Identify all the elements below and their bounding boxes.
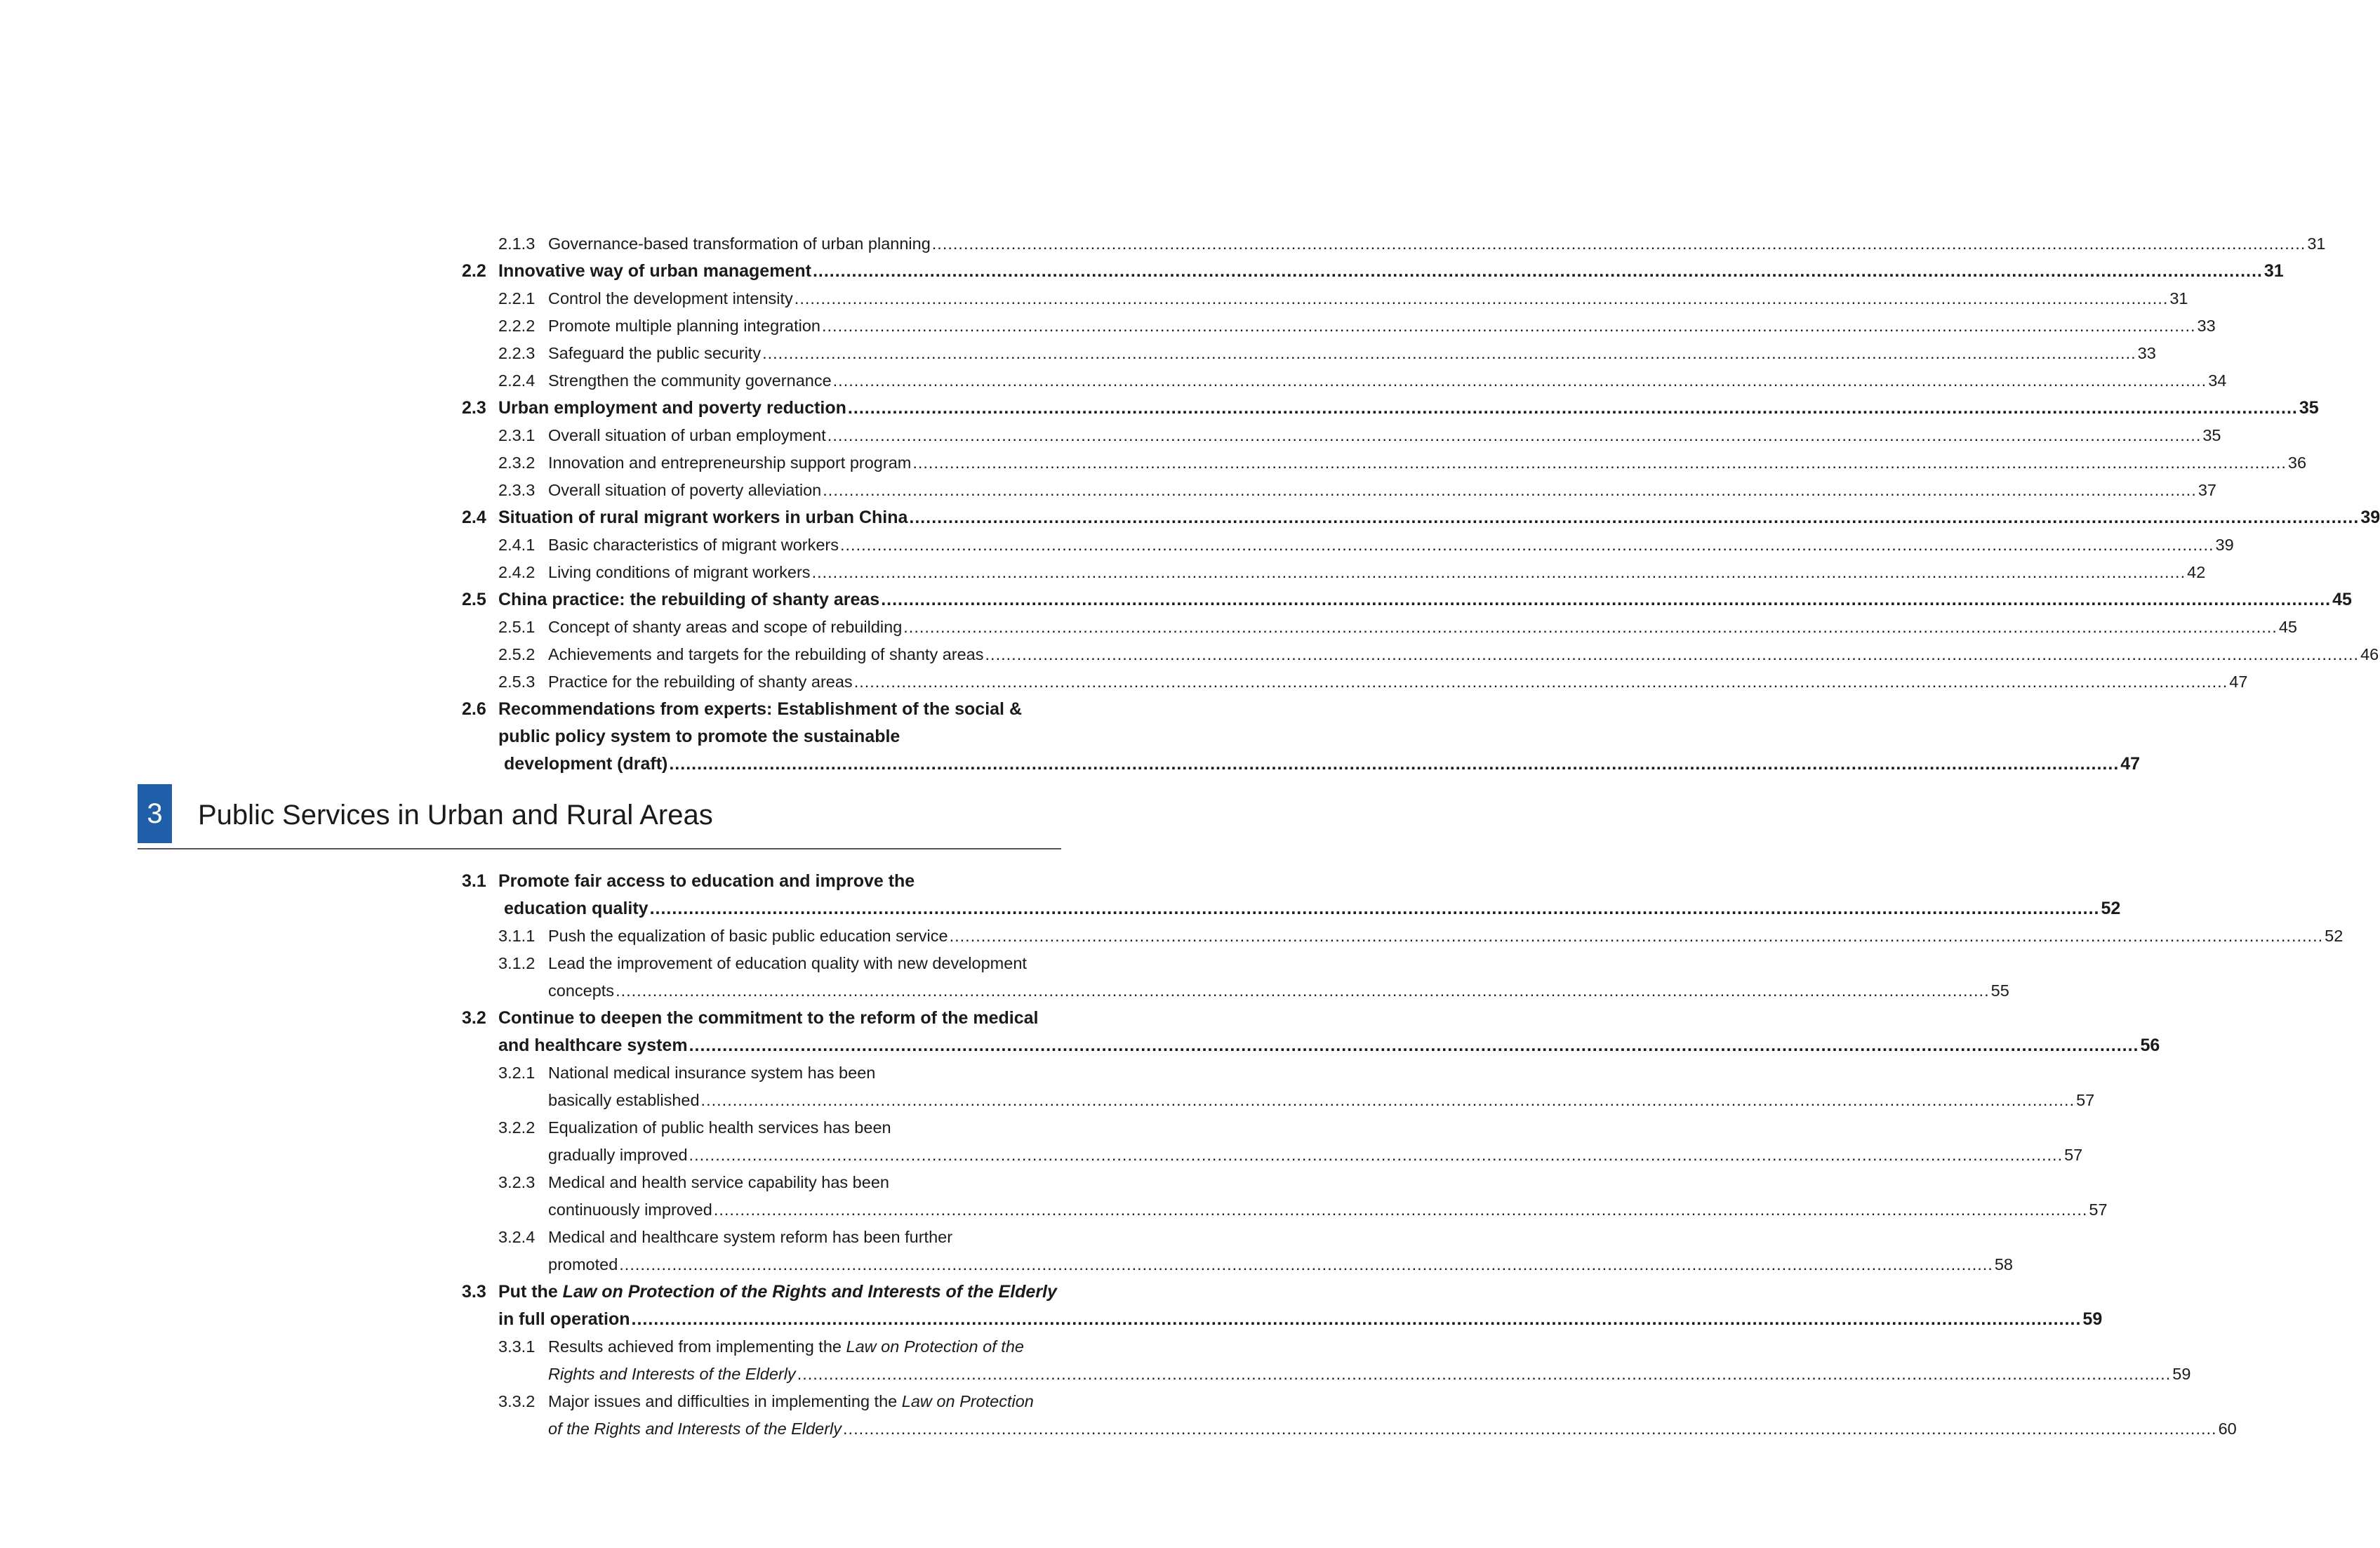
toc-entry-title-line2: and healthcare system (498, 1036, 688, 1055)
toc-entry-number: 2.5 (462, 590, 486, 609)
toc-entry-3-3[interactable] (462, 1278, 2103, 1333)
toc-entry-2-3-1[interactable] (462, 422, 2221, 449)
toc-entry-title-line2: in full operation (498, 1309, 630, 1329)
toc-entry-number: 2.5.2 (498, 645, 536, 663)
toc-entry-number: 3.2.1 (498, 1064, 536, 1082)
toc-dot-leader (616, 977, 1990, 1005)
toc-entry-2-6[interactable] (462, 696, 2141, 778)
toc-dot-leader (812, 559, 2186, 586)
toc-page-number: 39 (2360, 508, 2380, 527)
toc-page-number: 39 (2215, 536, 2234, 554)
toc-dot-leader (932, 230, 2306, 258)
toc-entry-3-2[interactable] (462, 1005, 2160, 1059)
toc-entry-title-line1: Continue to deepen the commitment to the reform of the medical (498, 1008, 1039, 1028)
toc-entry-3-3-2[interactable] (462, 1388, 2237, 1443)
toc-entry-title-line1: Medical and healthcare system reform has been further (548, 1228, 953, 1246)
toc-entry-title-line1: Put the Law on Protection of the Rights and Interests of the Elderly (498, 1282, 1057, 1302)
toc-entry-2-5-1[interactable] (462, 614, 2297, 641)
toc-dot-leader (619, 1251, 1993, 1278)
toc-entry-2-2-3[interactable] (462, 340, 2156, 367)
toc-entry-title: Basic characteristics of migrant workers (548, 536, 839, 554)
toc-page-number: 35 (2202, 426, 2221, 444)
toc-page-number: 57 (2076, 1091, 2095, 1109)
toc-dot-leader (650, 895, 2100, 922)
toc-entry-3-1[interactable] (462, 868, 2121, 922)
toc-entry-title-line2: gradually improved (548, 1146, 688, 1164)
toc-entry-2-4[interactable] (462, 504, 2380, 531)
toc-entry-number: 3.2.3 (498, 1173, 536, 1191)
toc-page-number: 35 (2299, 398, 2319, 418)
toc-entry-3-1-2[interactable] (462, 950, 2009, 1005)
toc-entry-title: Urban employment and poverty reduction (498, 398, 846, 418)
toc-entry-title-line1: Promote fair access to education and improve the (498, 871, 915, 891)
toc-entry-title-line1: Major issues and difficulties in implementing the Law on Protection (548, 1392, 1034, 1410)
toc-entry-2-1-3[interactable] (462, 230, 2326, 258)
toc-page-number: 47 (2120, 754, 2141, 774)
toc-dot-leader (669, 750, 2119, 778)
toc-page-number: 36 (2287, 454, 2307, 472)
toc-entry-title: Push the equalization of basic public education service (548, 927, 948, 945)
toc-dot-leader (903, 614, 2278, 641)
toc-entry-3-2-4[interactable] (462, 1224, 2013, 1278)
toc-entry-2-4-2[interactable] (462, 559, 2206, 586)
toc-page-number: 52 (2325, 927, 2344, 945)
chapter-number-box: 3 (138, 784, 172, 843)
toc-entry-number: 3.2.4 (498, 1228, 536, 1246)
toc-dot-leader (950, 922, 2324, 950)
toc-entry-number: 3.3.1 (498, 1337, 536, 1356)
toc-dot-leader (797, 1361, 2172, 1388)
toc-page-number: 33 (2197, 317, 2216, 335)
toc-dot-leader (843, 1415, 2217, 1443)
toc-entry-2-2-2[interactable] (462, 312, 2216, 340)
toc-dot-leader (701, 1087, 2075, 1114)
toc-entry-title-line2: basically established (548, 1091, 700, 1109)
toc-page-number: 31 (2169, 289, 2188, 307)
toc-entry-number: 3.3 (462, 1282, 486, 1302)
toc-entry-3-2-2[interactable] (462, 1114, 2083, 1169)
toc-entry-number: 2.2.1 (498, 289, 536, 307)
toc-page-number: 58 (1994, 1255, 2013, 1274)
toc-entry-title-line1: Equalization of public health services has been (548, 1118, 891, 1137)
toc-entry-title-line2: promoted (548, 1255, 618, 1274)
toc-entry-title-line1: Recommendations from experts: Establishment of the social & (498, 699, 1022, 719)
toc-entry-title: Achievements and targets for the rebuilding of shanty areas (548, 645, 984, 663)
toc-entry-2-4-1[interactable] (462, 531, 2234, 559)
toc-entry-number: 3.2 (462, 1008, 486, 1028)
toc-page-number: 31 (2263, 261, 2284, 281)
toc-entry-title-line2: education quality (504, 899, 649, 918)
toc-entry-3-2-3[interactable] (462, 1169, 2108, 1224)
toc-entry-2-5-3[interactable] (462, 668, 2248, 696)
toc-entry-number: 2.4.1 (498, 536, 536, 554)
toc-page-number: 34 (2208, 371, 2227, 390)
toc-entry-2-3-3[interactable] (462, 477, 2216, 504)
toc-entry-number: 3.1 (462, 871, 486, 891)
toc-entry-title: China practice: the rebuilding of shanty areas (498, 590, 880, 609)
toc-entry-number: 2.2 (462, 261, 486, 281)
toc-entry-number: 2.5.3 (498, 673, 536, 691)
toc-entry-3-3-1[interactable] (462, 1333, 2191, 1388)
toc-entry-2-5-2[interactable] (462, 641, 2379, 668)
toc-page-number: 45 (2332, 590, 2352, 609)
toc-entry-number: 2.3.1 (498, 426, 536, 444)
toc-dot-leader (813, 258, 2263, 285)
toc-entry-title: Situation of rural migrant workers in urban China (498, 508, 908, 527)
toc-entry-number: 2.3.2 (498, 454, 536, 472)
toc-page-number: 42 (2187, 563, 2206, 581)
toc-entry-title: Strengthen the community governance (548, 371, 832, 390)
toc-entry-title-line2: Rights and Interests of the Elderly (548, 1365, 796, 1383)
toc-entry-title-line1: Lead the improvement of education quality with new development (548, 954, 1027, 972)
toc-dot-leader (985, 641, 2360, 668)
toc-entry-title: Living conditions of migrant workers (548, 563, 811, 581)
toc-entry-title: Concept of shanty areas and scope of rebuilding (548, 618, 903, 636)
toc-entry-title-line2: continuously improved (548, 1200, 712, 1219)
toc-entry-number: 3.2.2 (498, 1118, 536, 1137)
toc-entry-title-line1: National medical insurance system has been (548, 1064, 876, 1082)
toc-page-number: 45 (2278, 618, 2297, 636)
toc-chapter-3-section (462, 868, 2344, 1443)
toc-entry-2-3[interactable] (462, 395, 2319, 422)
toc-entry-number: 3.1.2 (498, 954, 536, 972)
toc-entry-2-2-1[interactable] (462, 285, 2188, 312)
toc-entry-title-line1: Results achieved from implementing the Law on Protection of the (548, 1337, 1024, 1356)
toc-entry-title: Practice for the rebuilding of shanty areas (548, 673, 853, 691)
toc-entry-number: 2.1.3 (498, 234, 536, 253)
toc-entry-title: Promote multiple planning integration (548, 317, 820, 335)
chapter-title: Public Services in Urban and Rural Areas (198, 800, 713, 831)
toc-entry-number: 2.2.3 (498, 344, 536, 362)
toc-page-number: 46 (2360, 645, 2379, 663)
toc-dot-leader (912, 449, 2287, 477)
toc-entry-number: 3.1.1 (498, 927, 536, 945)
toc-entry-title: Innovative way of urban management (498, 261, 811, 281)
toc-entry-title-line3: development (draft) (504, 754, 668, 774)
toc-entry-title-line2: of the Rights and Interests of the Elderly (548, 1420, 842, 1438)
toc-entry-title: Innovation and entrepreneurship support program (548, 454, 912, 472)
toc-page-number: 59 (2172, 1365, 2191, 1383)
toc-dot-leader (795, 285, 2169, 312)
toc-entry-number: 3.3.2 (498, 1392, 536, 1410)
toc-page-number: 52 (2101, 899, 2121, 918)
toc-dot-leader (689, 1142, 2063, 1169)
toc-dot-leader (762, 340, 2136, 367)
toc-entry-2-2[interactable] (462, 258, 2284, 285)
toc-entry-2-2-4[interactable] (462, 367, 2227, 395)
toc-dot-leader (632, 1306, 2082, 1333)
toc-entry-number: 2.5.1 (498, 618, 536, 636)
toc-page-number: 56 (2140, 1036, 2160, 1055)
toc-entry-title: Control the development intensity (548, 289, 793, 307)
toc-entry-number: 2.4.2 (498, 563, 536, 581)
toc-entry-number: 2.4 (462, 508, 486, 527)
toc-page-number: 57 (2064, 1146, 2083, 1164)
toc-dot-leader (689, 1032, 2139, 1059)
toc-entry-number: 2.6 (462, 699, 486, 719)
toc-entry-3-2-1[interactable] (462, 1059, 2095, 1114)
toc-dot-leader (714, 1196, 2088, 1224)
toc-page-number: 59 (2082, 1309, 2103, 1329)
toc-dot-leader (909, 504, 2359, 531)
toc-dot-leader (823, 477, 2197, 504)
toc-page-number: 31 (2307, 234, 2326, 253)
toc-entry-title-line1: Medical and health service capability has been (548, 1173, 889, 1191)
chapter-header (138, 784, 1061, 849)
toc-entry-number: 2.2.2 (498, 317, 536, 335)
toc-page-number: 60 (2218, 1420, 2237, 1438)
toc-dot-leader (848, 395, 2298, 422)
toc-page-number: 37 (2198, 481, 2216, 499)
toc-entry-number: 2.3.3 (498, 481, 536, 499)
toc-entry-title: Governance-based transformation of urban planning (548, 234, 931, 253)
toc-dot-leader (833, 367, 2207, 395)
toc-entry-title-line2: public policy system to promote the sustainable (498, 727, 900, 746)
toc-page-number: 57 (2089, 1200, 2108, 1219)
toc-entry-title-line2: concepts (548, 981, 615, 1000)
toc-entry-number: 2.2.4 (498, 371, 536, 390)
toc-entry-title: Safeguard the public security (548, 344, 762, 362)
toc-entry-2-5[interactable] (462, 586, 2352, 614)
toc-dot-leader (822, 312, 2196, 340)
toc-dot-leader (840, 531, 2214, 559)
toc-list (462, 230, 2380, 696)
toc-dot-leader (827, 422, 2202, 449)
toc-page-number: 33 (2137, 344, 2156, 362)
toc-chapter-2-section (462, 230, 2380, 778)
toc-entry-number: 2.3 (462, 398, 486, 418)
toc-entry-2-3-2[interactable] (462, 449, 2307, 477)
toc-dot-leader (881, 586, 2331, 614)
toc-entry-title: Overall situation of urban employment (548, 426, 826, 444)
toc-page-number: 47 (2229, 673, 2248, 691)
toc-entry-3-1-1[interactable] (462, 922, 2344, 950)
toc-entry-title: Overall situation of poverty alleviation (548, 481, 822, 499)
chapter-divider (138, 848, 1061, 849)
toc-page-number: 55 (1990, 981, 2009, 1000)
toc-dot-leader (854, 668, 2228, 696)
